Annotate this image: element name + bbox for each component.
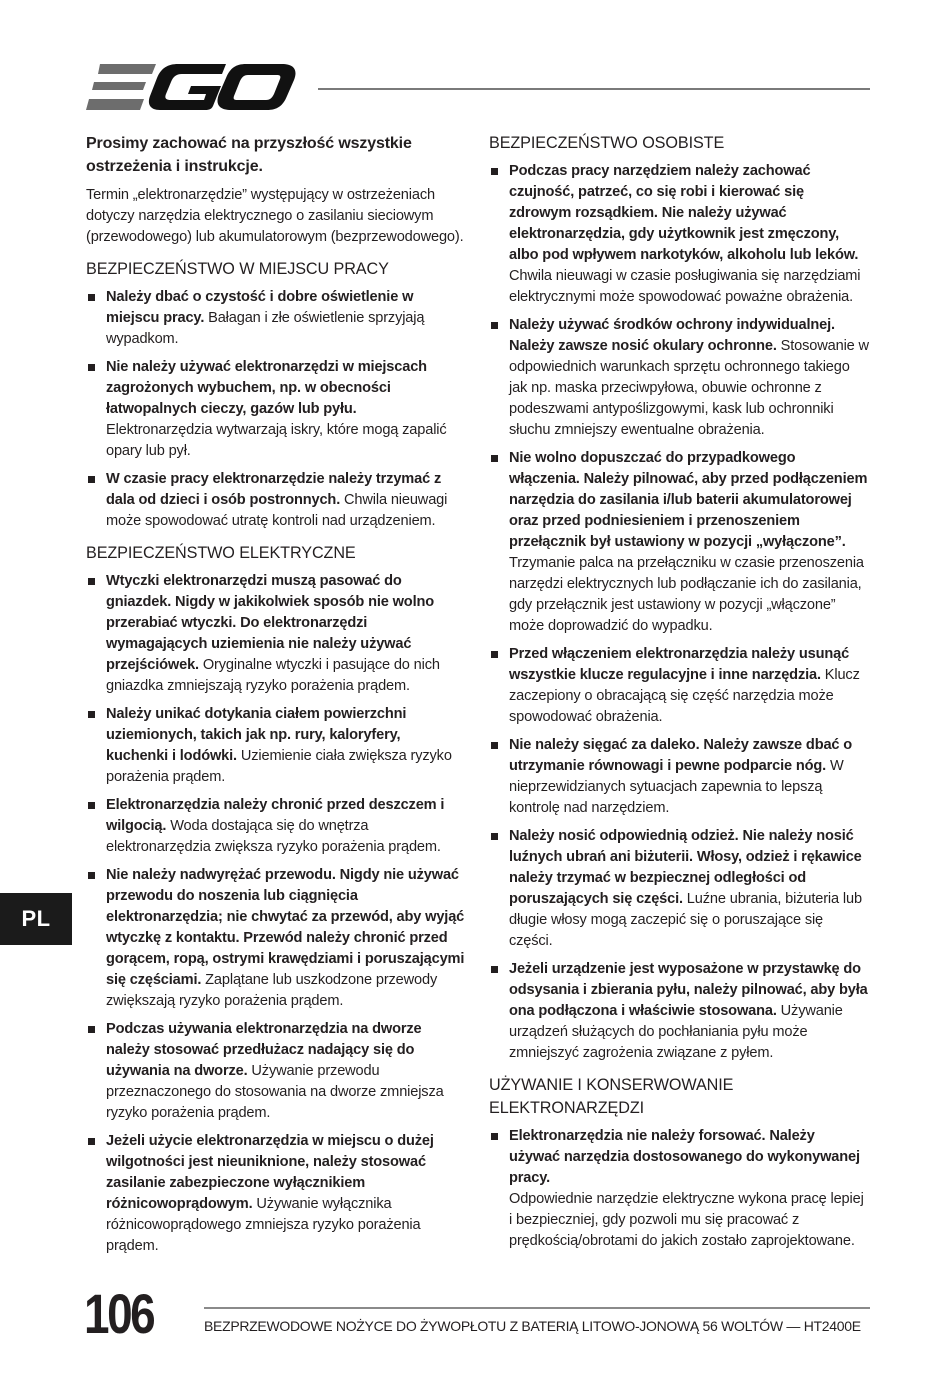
list-item [86,287,466,350]
item-bold: Jeżeli urządzenie jest wyposażone w przystawkę do odsysania i zbierania pyłu, należy pilnować, aby była ona podłączona i właściwie stosowana. [509,961,868,1019]
item-text: Bałagan i złe oświetlenie sprzyjają wypadkom. [106,310,425,347]
bullet-icon [491,168,498,175]
list-item [86,1131,466,1257]
item-text: W nieprzewidzianych sytuacjach zapewnia to lepszą kontrolę nad narzędziem. [509,758,844,816]
item-bold: Nie należy używać elektronarzędzi w miejscach zagrożonych wybuchem, np. w obecności łatwopalnych cieczy, gazów lub pyłu. [106,359,427,417]
list-item [86,795,466,858]
item-bold: Należy nosić odpowiednią odzież. Nie należy nosić luźnych ubrań ani biżuterii. Włosy, odzież i rękawice należy trzymać w bezpiecznej odległości od poruszających się części. [509,828,862,907]
list-item [489,161,869,308]
item-text: Luźne ubrania, biżuteria lub długie włosy mogą zaczepić się o poruszające się części. [509,891,862,949]
item-bold: Należy używać środków ochrony indywidualnej. Należy zawsze nosić okulary ochronne. [509,317,835,354]
bullet-icon [88,294,95,301]
item-text: Chwila nieuwagi w czasie posługiwania się narzędziami elektrycznymi może spowodować poważne obrażenia. [509,268,861,305]
item-text: Uziemienie ciała zwiększa ryzyko porażenia prądem. [106,748,452,785]
bullet-icon [491,455,498,462]
language-tab: PL [0,893,72,945]
section-title-personal: BEZPIECZEŃSTWO OSOBISTE [489,134,725,152]
item-bold: Przed włączeniem elektronarzędzia należy usunąć wszystkie klucze regulacyjne i inne narzędzia. [509,646,850,683]
item-bold: Podczas pracy narzędziem należy zachować czujność, patrzeć, co się robi i kierować się zdrowym rozsądkiem. Nie należy używać elektronarzędzia, gdy użytkownik jest zmęczony, albo pod wpływem narkotyków, alkoholu lub leków. [509,163,859,263]
item-bold: Jeżeli użycie elektronarzędzia w miejscu o dużej wilgotności jest nieuniknione, należy stosować zasilanie zabezpieczone wyłącznikiem różnicowoprądowym. [106,1133,434,1212]
list-item [489,735,869,819]
intro-paragraph: Termin „elektronarzędzie” występujący w ostrzeżeniach dotyczy narzędzia elektrycznego o zasilaniu sieciowym (przewodowego) lub akumulatorowym (bezprzewodowego). [86,187,464,245]
item-text: Trzymanie palca na przełączniku w czasie przenoszenia narzędzi elektrycznych lub podłączanie ich do zasilania, gdy przełącznik jest ustawiony w pozycji „włączone” może doprowadzić do wypadku. [509,555,864,634]
bullet-icon [491,322,498,329]
bullet-icon [88,364,95,371]
item-text: Chwila nieuwagi może spowodować utratę kontroli nad urządzeniem. [106,492,448,529]
list-item [86,1019,466,1124]
personal-list [489,161,869,1064]
item-bold: Nie wolno dopuszczać do przypadkowego włączenia. Należy pilnować, aby przed podłączeniem narzędzia do zasilania i/lub baterii akumulatorowej oraz przed podniesieniem i przenoszeniem przełącznik był ustawiony w pozycji „wyłączone”. [509,450,868,550]
item-bold: Należy dbać o czystość i dobre oświetlenie w miejscu pracy. [106,289,414,326]
use-care-list [489,1126,869,1252]
item-bold: Elektronarzędzia nie należy forsować. Należy używać narzędzia dostosowanego do wykonywanej pracy. [509,1128,860,1186]
bullet-icon [491,833,498,840]
section-title-electrical: BEZPIECZEŃSTWO ELEKTRYCZNE [86,544,356,562]
right-column [489,132,869,1262]
ego-logo [86,62,298,114]
list-item [489,826,869,952]
item-text: Używanie wyłącznika różnicowoprądowego zmniejsza ryzyko porażenia prądem. [106,1196,421,1254]
bullet-icon [88,872,95,879]
section-title-work-area: BEZPIECZEŃSTWO W MIEJSCU PRACY [86,260,389,278]
bullet-icon [88,578,95,585]
work-area-list [86,287,466,532]
item-text: Elektronarzędzia wytwarzają iskry, które mogą zapalić opary lub pył. [106,422,447,459]
list-item [489,644,869,728]
list-item [489,959,869,1064]
list-item [86,865,466,1012]
item-bold: W czasie pracy elektronarzędzie należy trzymać z dala od dzieci i osób postronnych. [106,471,442,508]
item-text: Zaplątane lub uszkodzone przewody zwiększają ryzyko porażenia prądem. [106,972,438,1009]
left-column [86,132,466,1267]
item-text: Używanie urządzeń służących do pochłaniania pyłu może zmniejszyć zagrożenia związane z pyłem. [509,1003,843,1061]
item-bold: Nie należy nadwyrężać przewodu. Nigdy nie używać przewodu do noszenia lub ciągnięcia elektronarzędzia; nie chwytać za przewód, aby wyjąć wtyczkę z kontaktu. Przewód należy chronić przed gorącem, ropą, ostrymi krawędziami i poruszającymi się częściami. [106,867,465,988]
item-text: Klucz zaczepiony o obracającą się część narzędzia może spowodować obrażenia. [509,667,860,725]
item-bold: Podczas używania elektronarzędzia na dworze należy stosować przedłużacz nadający się do używania na dworze. [106,1021,422,1079]
bullet-icon [491,651,498,658]
bullet-icon [88,711,95,718]
ego-logo-mark [86,62,298,114]
item-text: Woda dostająca się do wnętrza elektronarzędzia zwiększa ryzyko porażenia prądem. [106,818,441,855]
footer-rule [204,1307,870,1309]
bullet-icon [491,742,498,749]
intro-heading: Prosimy zachować na przyszłość wszystkie ostrzeżenia i instrukcje. [86,135,412,175]
list-item [86,357,466,462]
bullet-icon [88,476,95,483]
bullet-icon [88,1138,95,1145]
list-item [489,315,869,441]
bullet-icon [88,1026,95,1033]
list-item [489,448,869,637]
item-text: Używanie przewodu przeznaczonego do stosowania na dworze zmniejsza ryzyko porażenia prądem. [106,1063,444,1121]
bullet-icon [88,802,95,809]
section-title-use-care: UŻYWANIE I KONSERWOWANIE ELEKTRONARZĘDZI [489,1076,734,1117]
bullet-icon [491,1133,498,1140]
list-item [86,469,466,532]
item-text: Oryginalne wtyczki i pasujące do nich gniazdka zmniejszają ryzyko porażenia prądem. [106,657,440,694]
header-rule [318,88,870,90]
item-bold: Nie należy sięgać za daleko. Należy zawsze dbać o utrzymanie równowagi i pewne podparcie nóg. [509,737,853,774]
electrical-list [86,571,466,1257]
bullet-icon [491,966,498,973]
item-bold: Należy unikać dotykania ciałem powierzchni uziemionych, takich jak np. rury, kaloryfery, kuchenki i lodówki. [106,706,407,764]
footer-title: BEZPRZEWODOWE NOŻYCE DO ŻYWOPŁOTU Z BATERIĄ LITOWO-JONOWĄ 56 WOLTÓW — HT2400E [204,1318,861,1334]
list-item [86,704,466,788]
item-bold: Elektronarzędzia należy chronić przed deszczem i wilgocią. [106,797,445,834]
item-text: Odpowiednie narzędzie elektryczne wykona pracę lepiej i bezpieczniej, gdy pozwoli mu się pracować z prędkością/obrotami do jakich zostało zaprojektowane. [509,1191,864,1249]
list-item [86,571,466,697]
page-number: 106 [84,1282,154,1345]
item-bold: Wtyczki elektronarzędzi muszą pasować do gniazdek. Nigdy w jakikolwiek sposób nie wolno przerabiać wtyczki. Do elektronarzędzi wymagających uziemienia nie należy używać przejściówek. [106,573,435,673]
list-item [489,1126,869,1252]
item-text: Stosowanie w odpowiednich warunkach sprzętu ochronnego takiego jak np. maska przeciwpyłowa, obuwie ochronne z podeszwami antypoślizgowymi, kask lub ochronniki słuchu zmniejszy ewentualne obrażenia. [509,338,869,438]
